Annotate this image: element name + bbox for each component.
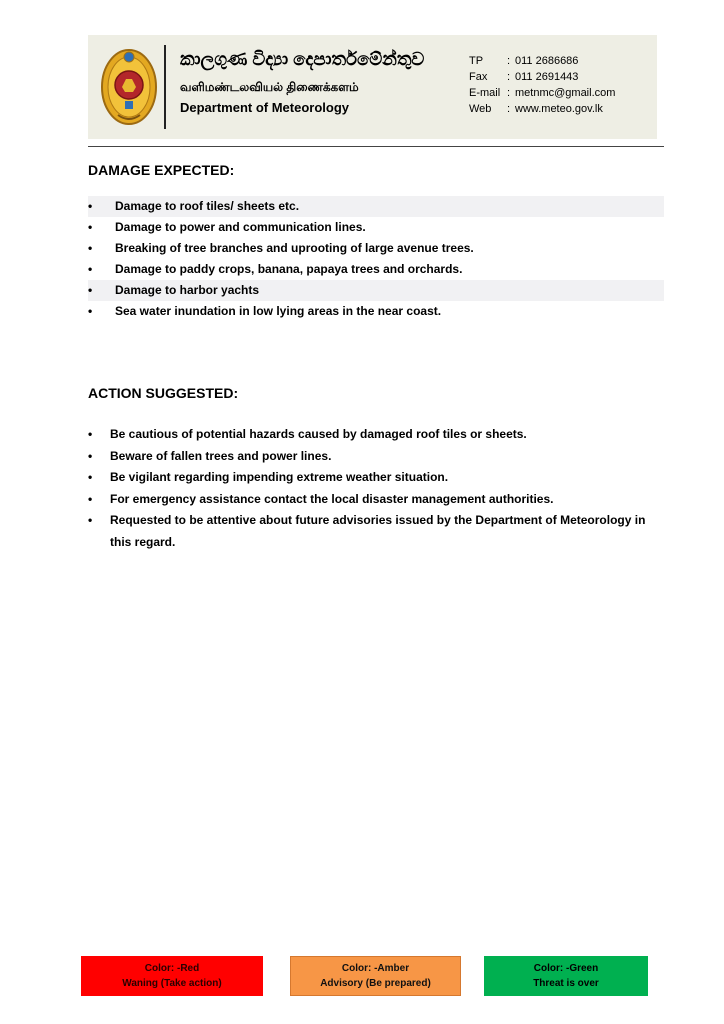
letterhead <box>88 35 657 139</box>
bullet: • <box>88 241 93 255</box>
legend-amber-advisory <box>290 956 461 996</box>
list-item-text: Damage to paddy crops, banana, papaya trees and orchards. <box>115 262 463 276</box>
contact-key: Fax <box>469 71 488 83</box>
contact-separator: : <box>507 103 511 115</box>
contact-row-tp <box>469 53 615 69</box>
contact-row-fax <box>469 69 615 85</box>
contact-website-link[interactable]: www.meteo.gov.lk <box>515 103 603 115</box>
list-item <box>88 467 664 489</box>
department-title-tamil: வளிமண்டலவியல் திணைக்களம் <box>180 80 359 94</box>
list-item-text: Beware of fallen trees and power lines. <box>110 448 332 463</box>
contact-key: TP <box>469 55 484 67</box>
list-item <box>88 217 664 238</box>
contact-separator: : <box>507 55 511 67</box>
bullet: • <box>88 220 93 234</box>
legend-color-label: Color: -Amber <box>341 963 410 974</box>
action-suggested-list <box>88 424 664 553</box>
legend-color-label: Color: -Green <box>533 963 599 974</box>
list-item-text: Sea water inundation in low lying areas in the near coast. <box>115 304 442 318</box>
contact-value: 011 2686686 <box>515 55 579 67</box>
list-item <box>88 301 664 322</box>
contact-block <box>469 53 615 117</box>
department-title-sinhala: කාලගුණ විද්‍යා දෙපාර්තමේන්තුව <box>180 49 425 69</box>
list-item <box>88 446 664 468</box>
contact-value: 011 2691443 <box>515 71 579 83</box>
list-item <box>88 259 664 280</box>
legend-red-warning <box>81 956 263 996</box>
list-item-text: Breaking of tree branches and uprooting of large avenue trees. <box>115 241 474 255</box>
list-item-text: Be cautious of potential hazards caused by damaged roof tiles or sheets. <box>110 427 527 441</box>
list-item <box>88 196 664 217</box>
bullet: • <box>88 513 93 527</box>
header-rule <box>88 146 664 147</box>
list-item-text: For emergency assistance contact the local disaster management authorities. <box>110 491 554 506</box>
bullet: • <box>88 199 93 213</box>
list-item <box>88 489 664 511</box>
contact-key: Web <box>469 103 492 115</box>
list-item <box>88 280 664 301</box>
legend-meaning: Threat is over <box>533 978 599 989</box>
bullet: • <box>88 448 93 463</box>
legend-meaning: Advisory (Be prepared) <box>320 978 431 989</box>
bullet: • <box>88 427 93 441</box>
list-item-text: Be vigilant regarding impending extreme weather situation. <box>110 470 449 484</box>
department-title-english: Department of Meteorology <box>180 100 350 115</box>
legend-meaning: Waning (Take action) <box>122 978 222 989</box>
list-item-text: Requested to be attentive about future advisories issued by the Department of Meteorology in this regard. <box>110 513 646 549</box>
damage-expected-heading: DAMAGE EXPECTED: <box>88 162 235 178</box>
contact-row-email <box>469 85 615 101</box>
contact-email-link[interactable]: metnmc@gmail.com <box>515 87 616 99</box>
bullet: • <box>88 304 93 318</box>
bullet: • <box>88 262 93 276</box>
header-divider <box>164 45 166 129</box>
bullet: • <box>88 283 93 297</box>
list-item-text: Damage to roof tiles/ sheets etc. <box>115 199 300 213</box>
legend-green-threat-over <box>484 956 648 996</box>
list-item <box>88 510 664 553</box>
contact-row-web <box>469 101 615 117</box>
list-item <box>88 424 664 446</box>
legend-color-label: Color: -Red <box>144 963 200 974</box>
damage-expected-list <box>88 196 664 322</box>
list-item-text: Damage to harbor yachts <box>115 283 260 297</box>
bullet: • <box>88 470 93 484</box>
sri-lanka-emblem-logo <box>98 43 160 129</box>
bullet: • <box>88 491 93 506</box>
action-suggested-heading: ACTION SUGGESTED: <box>88 385 239 401</box>
list-item <box>88 238 664 259</box>
contact-separator: : <box>507 87 511 99</box>
contact-key: E-mail <box>469 87 501 99</box>
list-item-text: Damage to power and communication lines. <box>115 220 366 234</box>
contact-separator: : <box>507 71 511 83</box>
